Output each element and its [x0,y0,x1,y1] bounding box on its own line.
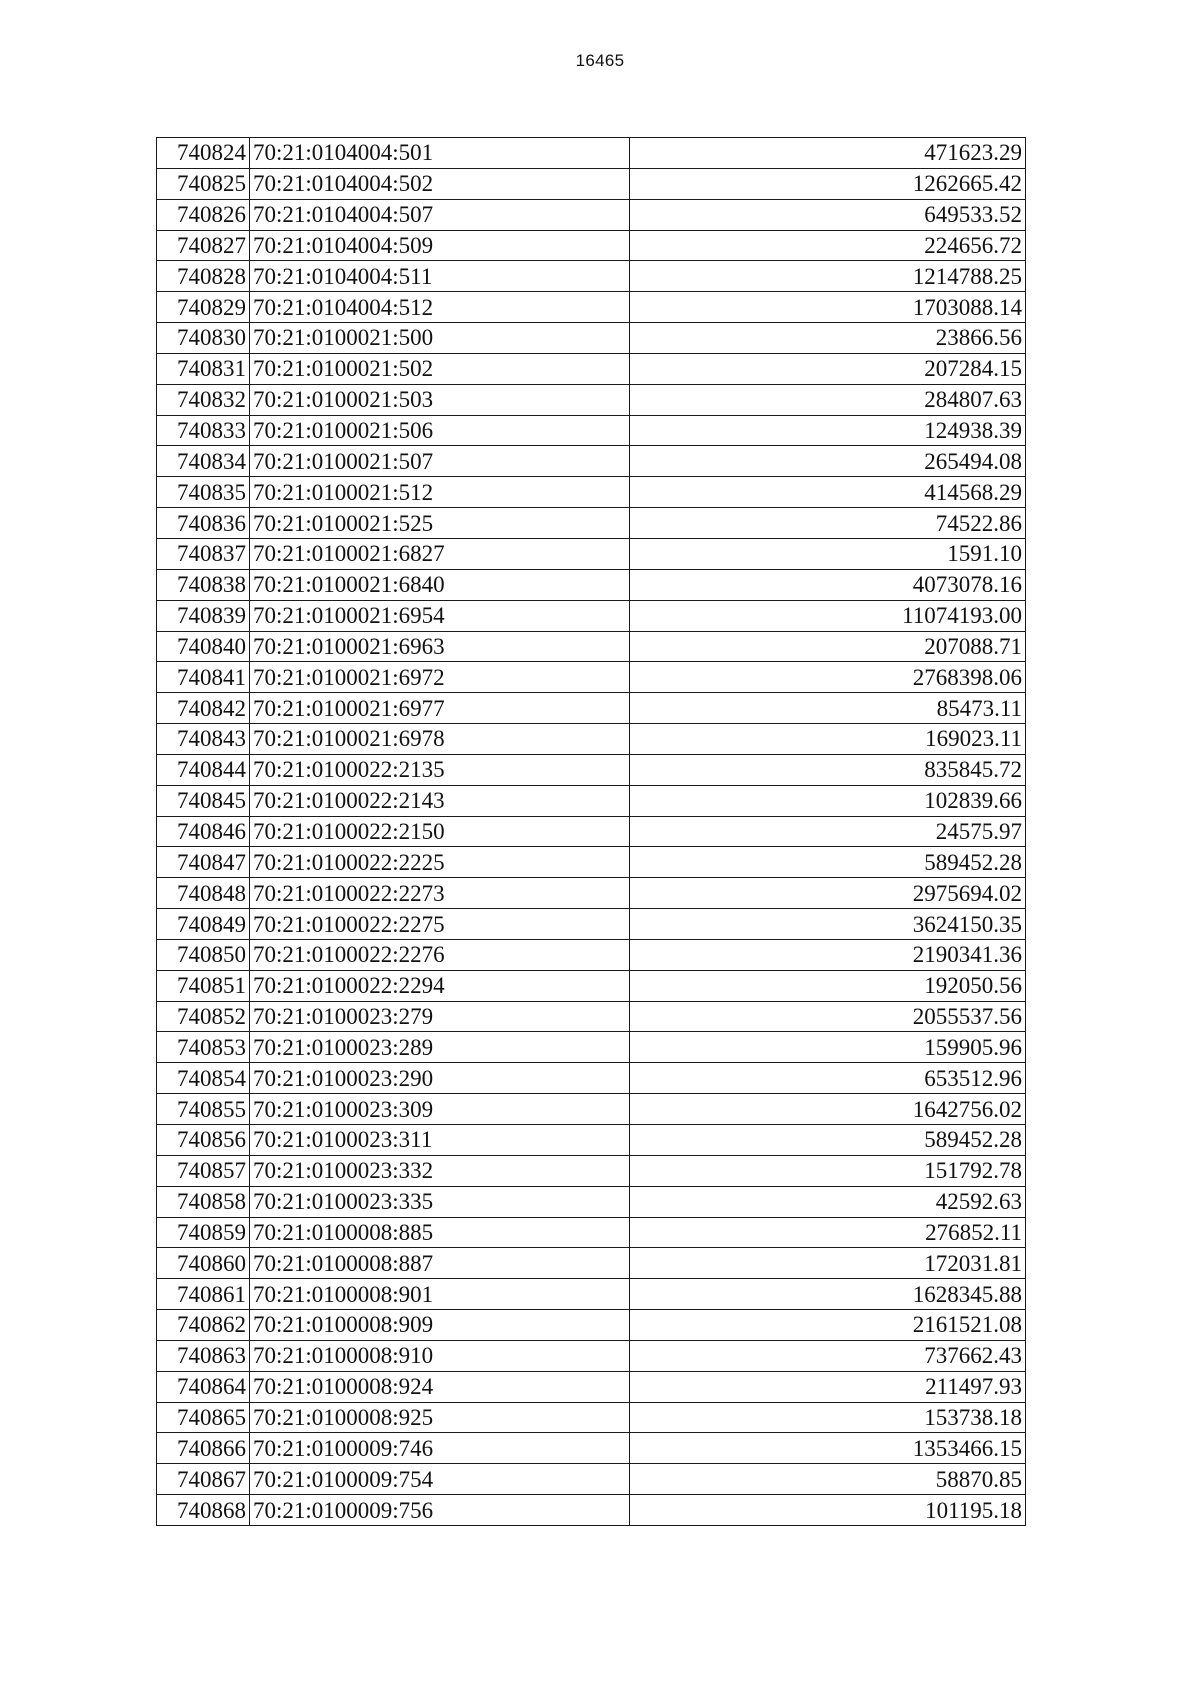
row-number-cell: 740845 [157,785,250,816]
value-cell: 85473.11 [630,693,1026,724]
value-cell: 589452.28 [630,1125,1026,1156]
cadastral-number-cell: 70:21:0100021:6954 [250,600,630,631]
table-row [157,1340,1026,1371]
table-row [157,384,1026,415]
value-cell: 11074193.00 [630,600,1026,631]
row-number-cell: 740847 [157,847,250,878]
table-row [157,415,1026,446]
cadastral-number-cell: 70:21:0100021:512 [250,477,630,508]
row-number-cell: 740840 [157,631,250,662]
value-cell: 589452.28 [630,847,1026,878]
table-row [157,446,1026,477]
value-cell: 192050.56 [630,970,1026,1001]
row-number-cell: 740828 [157,261,250,292]
row-number-cell: 740842 [157,693,250,724]
row-number-cell: 740864 [157,1371,250,1402]
table-row [157,230,1026,261]
value-cell: 207284.15 [630,353,1026,384]
row-number-cell: 740835 [157,477,250,508]
value-cell: 835845.72 [630,754,1026,785]
table-row [157,1464,1026,1495]
value-cell: 737662.43 [630,1340,1026,1371]
row-number-cell: 740859 [157,1217,250,1248]
table-row [157,569,1026,600]
table-row [157,754,1026,785]
table-row [157,1371,1026,1402]
value-cell: 23866.56 [630,323,1026,354]
table-row [157,693,1026,724]
cadastral-number-cell: 70:21:0100022:2150 [250,816,630,847]
row-number-cell: 740854 [157,1063,250,1094]
value-cell: 2975694.02 [630,878,1026,909]
row-number-cell: 740827 [157,230,250,261]
value-cell: 1262665.42 [630,168,1026,199]
cadastral-number-cell: 70:21:0100009:754 [250,1464,630,1495]
cadastral-number-cell: 70:21:0100021:525 [250,508,630,539]
cadastral-number-cell: 70:21:0100023:289 [250,1032,630,1063]
table-row [157,353,1026,384]
value-cell: 2768398.06 [630,662,1026,693]
value-cell: 224656.72 [630,230,1026,261]
page-number: 16465 [575,51,625,70]
row-number-cell: 740832 [157,384,250,415]
cadastral-number-cell: 70:21:0100022:2294 [250,970,630,1001]
table-row [157,1032,1026,1063]
cadastral-number-cell: 70:21:0100023:309 [250,1094,630,1125]
cadastral-number-cell: 70:21:0104004:507 [250,199,630,230]
cadastral-number-cell: 70:21:0100008:887 [250,1248,630,1279]
cadastral-number-cell: 70:21:0100023:290 [250,1063,630,1094]
cadastral-number-cell: 70:21:0100022:2135 [250,754,630,785]
cadastral-number-cell: 70:21:0100008:925 [250,1402,630,1433]
table-row [157,1186,1026,1217]
table-row [157,909,1026,940]
cadastral-number-cell: 70:21:0100021:6963 [250,631,630,662]
row-number-cell: 740858 [157,1186,250,1217]
cadastral-number-cell: 70:21:0100023:332 [250,1155,630,1186]
table-row [157,1094,1026,1125]
cadastral-number-cell: 70:21:0100021:6978 [250,724,630,755]
value-cell: 58870.85 [630,1464,1026,1495]
table-row [157,261,1026,292]
value-cell: 1642756.02 [630,1094,1026,1125]
table-row [157,168,1026,199]
table-row [157,1248,1026,1279]
row-number-cell: 740851 [157,970,250,1001]
table-row [157,1063,1026,1094]
cadastral-number-cell: 70:21:0100023:335 [250,1186,630,1217]
value-cell: 414568.29 [630,477,1026,508]
cadastral-number-cell: 70:21:0100021:502 [250,353,630,384]
cadastral-number-cell: 70:21:0100022:2225 [250,847,630,878]
cadastral-number-cell: 70:21:0100008:901 [250,1279,630,1310]
cadastral-number-cell: 70:21:0100023:311 [250,1125,630,1156]
row-number-cell: 740837 [157,538,250,569]
cadastral-number-cell: 70:21:0100021:507 [250,446,630,477]
value-cell: 74522.86 [630,508,1026,539]
row-number-cell: 740831 [157,353,250,384]
table-body [157,138,1026,1526]
value-cell: 2055537.56 [630,1001,1026,1032]
row-number-cell: 740826 [157,199,250,230]
row-number-cell: 740829 [157,292,250,323]
cadastral-number-cell: 70:21:0100008:909 [250,1310,630,1341]
cadastral-number-cell: 70:21:0100021:6972 [250,662,630,693]
cadastral-number-cell: 70:21:0104004:512 [250,292,630,323]
row-number-cell: 740853 [157,1032,250,1063]
value-cell: 4073078.16 [630,569,1026,600]
table-row [157,724,1026,755]
table-row [157,323,1026,354]
cadastral-number-cell: 70:21:0100022:2143 [250,785,630,816]
cadastral-number-cell: 70:21:0100009:746 [250,1433,630,1464]
cadastral-number-cell: 70:21:0100022:2276 [250,939,630,970]
value-cell: 169023.11 [630,724,1026,755]
table-row [157,1125,1026,1156]
table-row [157,1402,1026,1433]
value-cell: 1703088.14 [630,292,1026,323]
table-row [157,816,1026,847]
value-cell: 24575.97 [630,816,1026,847]
row-number-cell: 740825 [157,168,250,199]
cadastral-number-cell: 70:21:0100021:6977 [250,693,630,724]
value-cell: 1591.10 [630,538,1026,569]
row-number-cell: 740863 [157,1340,250,1371]
cadastral-number-cell: 70:21:0100021:503 [250,384,630,415]
cadastral-number-cell: 70:21:0100022:2273 [250,878,630,909]
table-row [157,939,1026,970]
row-number-cell: 740857 [157,1155,250,1186]
cadastral-number-cell: 70:21:0104004:501 [250,138,630,169]
table-row [157,138,1026,169]
value-cell: 42592.63 [630,1186,1026,1217]
row-number-cell: 740834 [157,446,250,477]
cadastral-number-cell: 70:21:0104004:502 [250,168,630,199]
row-number-cell: 740833 [157,415,250,446]
row-number-cell: 740830 [157,323,250,354]
value-cell: 649533.52 [630,199,1026,230]
value-cell: 653512.96 [630,1063,1026,1094]
value-cell: 1628345.88 [630,1279,1026,1310]
row-number-cell: 740852 [157,1001,250,1032]
table-row [157,199,1026,230]
row-number-cell: 740866 [157,1433,250,1464]
cadastral-number-cell: 70:21:0100021:6840 [250,569,630,600]
table-row [157,970,1026,1001]
value-cell: 172031.81 [630,1248,1026,1279]
table-row [157,538,1026,569]
row-number-cell: 740824 [157,138,250,169]
table-row [157,1001,1026,1032]
value-cell: 276852.11 [630,1217,1026,1248]
cadastral-number-cell: 70:21:0100008:885 [250,1217,630,1248]
value-cell: 159905.96 [630,1032,1026,1063]
table-row [157,662,1026,693]
cadastral-number-cell: 70:21:0100023:279 [250,1001,630,1032]
table-row [157,1279,1026,1310]
row-number-cell: 740861 [157,1279,250,1310]
value-cell: 102839.66 [630,785,1026,816]
value-cell: 2161521.08 [630,1310,1026,1341]
row-number-cell: 740844 [157,754,250,785]
row-number-cell: 740836 [157,508,250,539]
cadastral-value-table [156,137,1026,1526]
table-row [157,878,1026,909]
cadastral-number-cell: 70:21:0100021:506 [250,415,630,446]
table-row [157,1433,1026,1464]
row-number-cell: 740867 [157,1464,250,1495]
row-number-cell: 740865 [157,1402,250,1433]
table-row [157,785,1026,816]
cadastral-number-cell: 70:21:0100008:910 [250,1340,630,1371]
row-number-cell: 740846 [157,816,250,847]
value-cell: 1214788.25 [630,261,1026,292]
table-row [157,1310,1026,1341]
row-number-cell: 740841 [157,662,250,693]
table-row [157,847,1026,878]
table-row [157,631,1026,662]
table-row [157,508,1026,539]
value-cell: 2190341.36 [630,939,1026,970]
row-number-cell: 740848 [157,878,250,909]
value-cell: 265494.08 [630,446,1026,477]
row-number-cell: 740868 [157,1495,250,1526]
value-cell: 124938.39 [630,415,1026,446]
table-row [157,600,1026,631]
table-row [157,1155,1026,1186]
cadastral-number-cell: 70:21:0104004:509 [250,230,630,261]
cadastral-number-cell: 70:21:0100021:500 [250,323,630,354]
table-row [157,1495,1026,1526]
value-cell: 471623.29 [630,138,1026,169]
row-number-cell: 740849 [157,909,250,940]
cadastral-number-cell: 70:21:0100008:924 [250,1371,630,1402]
value-cell: 3624150.35 [630,909,1026,940]
row-number-cell: 740856 [157,1125,250,1156]
cadastral-number-cell: 70:21:0100021:6827 [250,538,630,569]
value-cell: 151792.78 [630,1155,1026,1186]
value-cell: 284807.63 [630,384,1026,415]
value-cell: 207088.71 [630,631,1026,662]
cadastral-number-cell: 70:21:0100022:2275 [250,909,630,940]
row-number-cell: 740850 [157,939,250,970]
row-number-cell: 740860 [157,1248,250,1279]
table-row [157,477,1026,508]
value-cell: 211497.93 [630,1371,1026,1402]
value-cell: 153738.18 [630,1402,1026,1433]
table-row [157,1217,1026,1248]
row-number-cell: 740839 [157,600,250,631]
row-number-cell: 740855 [157,1094,250,1125]
row-number-cell: 740838 [157,569,250,600]
row-number-cell: 740843 [157,724,250,755]
value-cell: 101195.18 [630,1495,1026,1526]
table-row [157,292,1026,323]
row-number-cell: 740862 [157,1310,250,1341]
cadastral-number-cell: 70:21:0104004:511 [250,261,630,292]
value-cell: 1353466.15 [630,1433,1026,1464]
cadastral-number-cell: 70:21:0100009:756 [250,1495,630,1526]
